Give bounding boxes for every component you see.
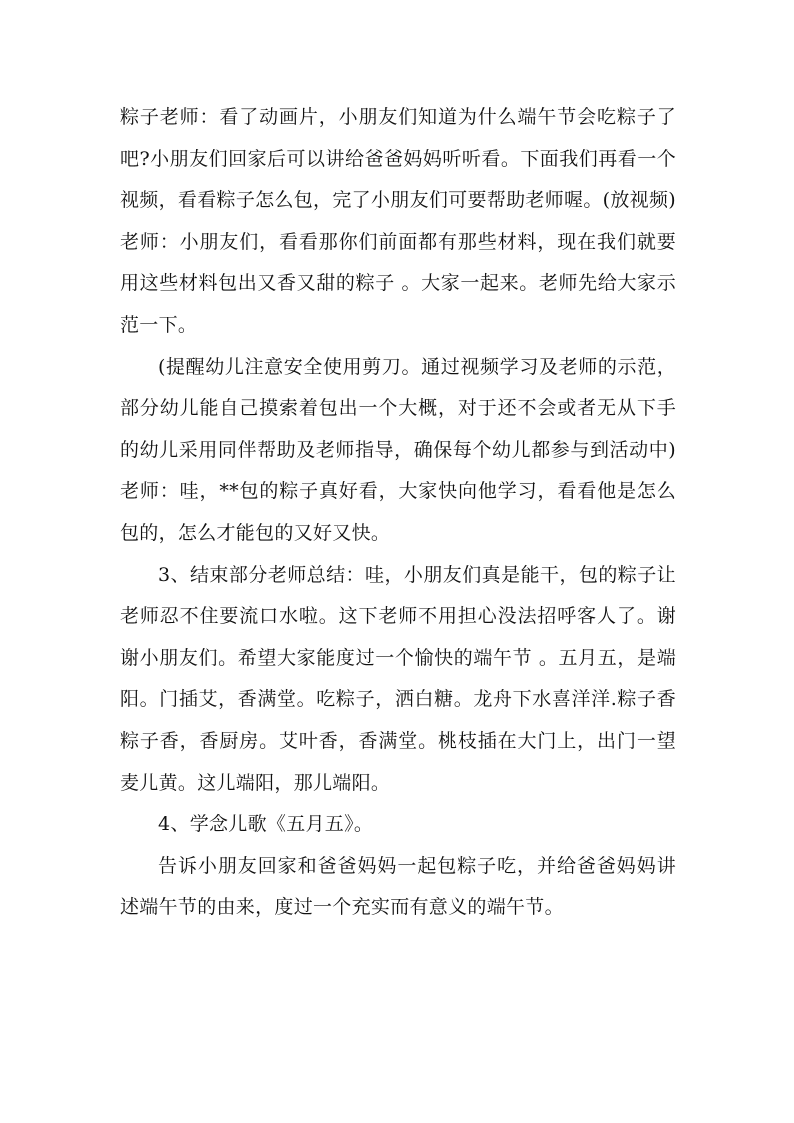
paragraph-intro: 粽子老师：看了动画片，小朋友们知道为什么端午节会吃粽子了吧?小朋友们回家后可以讲给爸爸妈妈听听看。下面我们再看一个视频，看看粽子怎么包，完了小朋友们可要帮助老师喔。(放视频)老师：小朋友们，看看那你们前面都有那些材料，现在我们就要用这些材料包出又香又甜的粽子 。大家一起来。老师先给大家示范一下。 bbox=[120, 106, 676, 336]
paragraph-conclusion: 3、结束部分老师总结：哇，小朋友们真是能干，包的粽子让老师忍不住要流口水啦。这下老师不用担心没法招呼客人了。谢谢小朋友们。希望大家能度过一个愉快的端午节 。五月五，是端阳。门插艾，香满堂。吃粽子，洒白糖。龙舟下水喜洋洋.粽子香粽子香，香厨房。艾叶香，香满堂。桃枝插在大门上，出门一望麦儿黄。这儿端阳，那儿端阳。 bbox=[120, 563, 676, 794]
document-body bbox=[120, 97, 676, 929]
paragraph-homework: 告诉小朋友回家和爸爸妈妈一起包粽子吃，并给爸爸妈妈讲述端午节的由来，度过一个充实而有意义的端午节。 bbox=[120, 854, 676, 919]
paragraph-safety-note: (提醒幼儿注意安全使用剪刀。通过视频学习及老师的示范，部分幼儿能自己摸索着包出一个大概，对于还不会或者无从下手的幼儿采用同伴帮助及老师指导，确保每个幼儿都参与到活动中)老师：哇，**包的粽子真好看，大家快向他学习，看看他是怎么包的，怎么才能包的又好又快。 bbox=[120, 355, 676, 544]
paragraph-nursery-rhyme: 4、学念儿歌《五月五》。 bbox=[158, 813, 374, 836]
